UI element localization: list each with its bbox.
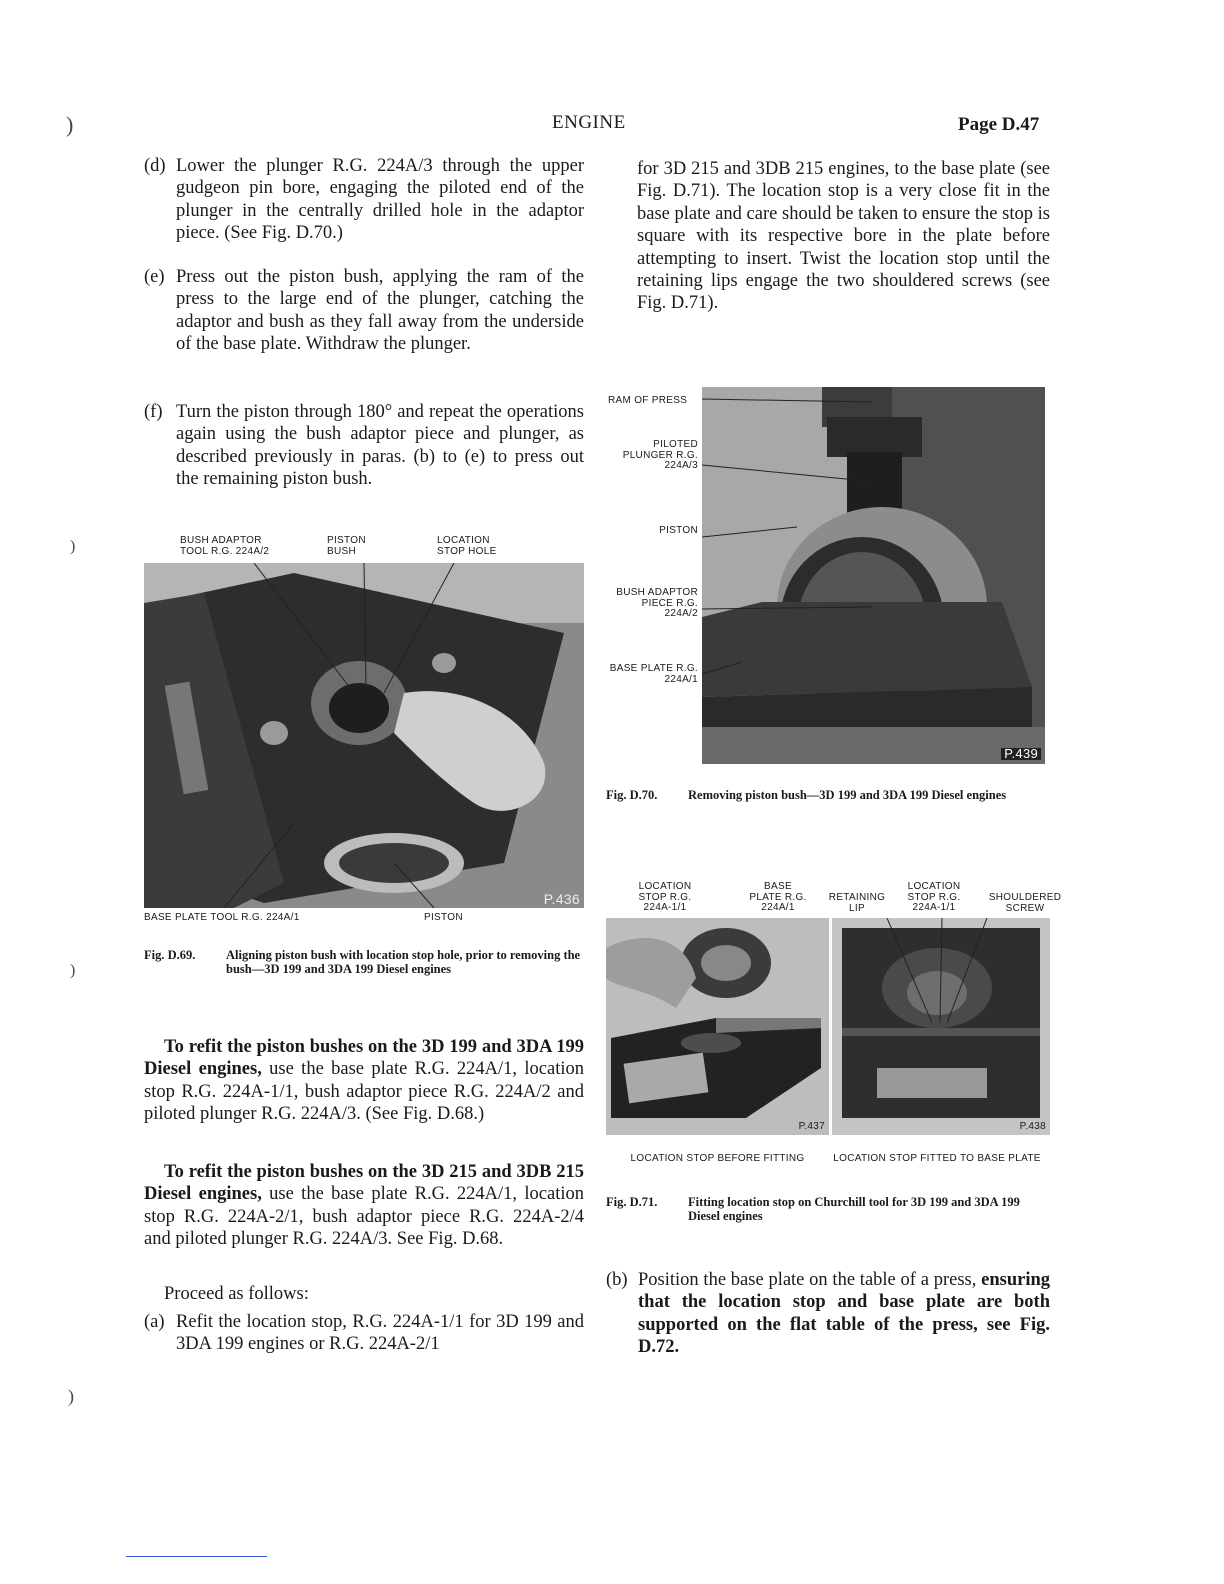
step-text: Lower the plunger R.G. 224A/3 through the upper gudgeon pin bore, engaging the piloted end of the plunger in the centrally drilled hole in the adaptor piece. (See Fig. D.70.) <box>176 156 584 244</box>
page-section-title: ENGINE <box>552 112 626 133</box>
fig69-caption-number: Fig. D.69. <box>144 948 196 962</box>
fig70-caption-text: Removing piston bush—3D 199 and 3DA 199 Diesel engines <box>688 788 1007 802</box>
step-label: (f) <box>144 402 163 422</box>
fig69-label-location-stop-hole: LOCATION STOP HOLE <box>437 535 497 557</box>
fig69-caption-text: Aligning piston bush with location stop hole, prior to removing the bush—3D 199 and 3DA 199 Diesel engines <box>226 948 581 976</box>
footer-rule <box>126 1556 267 1557</box>
fig69-photo <box>144 563 584 908</box>
scan-margin-mark: ) <box>66 112 74 137</box>
fig71-label-retaining-lip: RETAINING LIP <box>828 892 886 914</box>
scan-margin-mark: ) <box>70 538 76 555</box>
step-d <box>144 155 584 245</box>
fig71-photo-id-left: P.437 <box>798 1120 825 1132</box>
fig71-label-base-plate: BASE PLATE R.G. 224A/1 <box>749 881 807 913</box>
step-b-emphasis: ensuring that the location stop and base plate are both supported on the flat table of the press, see Fig. D.72. <box>638 1270 1051 1358</box>
refit-3d199-heading: To refit the piston bushes on the 3D 199 and 3DA 199 Diesel engines, <box>144 1037 584 1080</box>
step-b-text: Position the base plate on the table of a press, <box>638 1270 977 1290</box>
fig69-photo-id: P.436 <box>543 890 580 907</box>
scan-margin-mark: ) <box>68 1386 74 1406</box>
refit-3d215-paragraph <box>144 1161 584 1251</box>
fig70-label-base-plate: BASE PLATE R.G. 224A/1 <box>609 663 698 685</box>
refit-3d199-text: use the base plate R.G. 224A/1, location stop R.G. 224A-1/1, bush adaptor piece R.G. 224A/2 and piloted plunger R.G. 224A/3. (See Fig. D.68.) <box>144 1059 584 1125</box>
step-text <box>638 1269 1050 1359</box>
step-e <box>144 266 584 356</box>
fig71-label-location-stop-left: LOCATION STOP R.G. 224A-1/1 <box>638 881 692 913</box>
scan-margin-mark: ) <box>70 962 76 979</box>
fig70-caption <box>606 788 1052 802</box>
step-label: (e) <box>144 267 165 287</box>
fig71-caption-number: Fig. D.71. <box>606 1195 658 1209</box>
fig69-label-bush-adaptor: BUSH ADAPTOR TOOL R.G. 224A/2 <box>180 535 270 557</box>
fig69-caption <box>144 948 584 976</box>
fig70-label-piston: PISTON <box>659 525 698 536</box>
step-a <box>144 1311 584 1356</box>
fig71-caption <box>606 1195 1052 1223</box>
step-text: Refit the location stop, R.G. 224A-1/1 for 3D 199 and 3DA 199 engines or R.G. 224A-2/1 <box>176 1312 584 1355</box>
fig70-label-ram: RAM OF PRESS <box>608 395 688 406</box>
step-label: (d) <box>144 156 166 176</box>
fig69-label-piston: PISTON <box>424 912 463 923</box>
refit-3d199-paragraph <box>144 1036 584 1126</box>
fig70-photo-id: P.439 <box>1001 748 1041 761</box>
fig71-label-shouldered-screw: SHOULDERED SCREW <box>988 892 1062 914</box>
proceed-text: Proceed as follows: <box>164 1284 309 1304</box>
fig70-label-bush-adaptor: BUSH ADAPTOR PIECE R.G. 224A/2 <box>616 587 698 619</box>
fig69-label-piston-bush: PISTON BUSH <box>327 535 366 557</box>
step-text: Turn the piston through 180° and repeat the operations again using the bush adaptor piece and plunger, as described previously in paras. (b) to (e) to press out the remaining piston bush. <box>176 402 584 490</box>
fig71-subcaption-before: LOCATION STOP BEFORE FITTING <box>630 1153 805 1164</box>
fig70-label-plunger: PILOTED PLUNGER R.G. 224A/3 <box>622 439 698 471</box>
step-label: (a) <box>144 1312 165 1332</box>
refit-3d215-text: use the base plate R.G. 224A/1, location stop R.G. 224A-2/1, bush adaptor piece R.G. 224A-2/4 and piloted plunger R.G. 224A/3. See Fig. D.68. <box>144 1184 584 1250</box>
step-f <box>144 401 584 491</box>
page-number: Page D.47 <box>958 114 1040 135</box>
fig71-label-location-stop-right: LOCATION STOP R.G. 224A-1/1 <box>907 881 961 913</box>
fig70-caption-number: Fig. D.70. <box>606 788 658 802</box>
fig69-label-base-plate: BASE PLATE TOOL R.G. 224A/1 <box>144 912 300 923</box>
fig70-photo <box>702 387 1045 764</box>
location-stop-paragraph: for 3D 215 and 3DB 215 engines, to the base plate (see Fig. D.71). The location stop is a very close fit in the base plate and care should be taken to ensure the stop is square with its respective bore in the plate before attempting to insert. Twist the location stop until the retaining lips engage the two shouldered screws (see Fig. D.71). <box>637 159 1050 314</box>
step-b <box>606 1269 1050 1359</box>
fig71-subcaption-after: LOCATION STOP FITTED TO BASE PLATE <box>833 1153 1041 1164</box>
fig71-photo-id-right: P.438 <box>1019 1120 1046 1132</box>
fig71-photo-before <box>606 918 829 1135</box>
step-text: Press out the piston bush, applying the ram of the press to the large end of the plunger, catching the adaptor and bush as they fall away from the underside of the base plate. Withdraw the plunger. <box>176 267 584 355</box>
step-label: (b) <box>606 1270 628 1290</box>
fig71-caption-text: Fitting location stop on Churchill tool for 3D 199 and 3DA 199 Diesel engines <box>688 1195 1020 1223</box>
fig71-photo-after <box>832 918 1050 1135</box>
refit-3d215-heading: To refit the piston bushes on the 3D 215 and 3DB 215 Diesel engines, <box>144 1162 584 1205</box>
